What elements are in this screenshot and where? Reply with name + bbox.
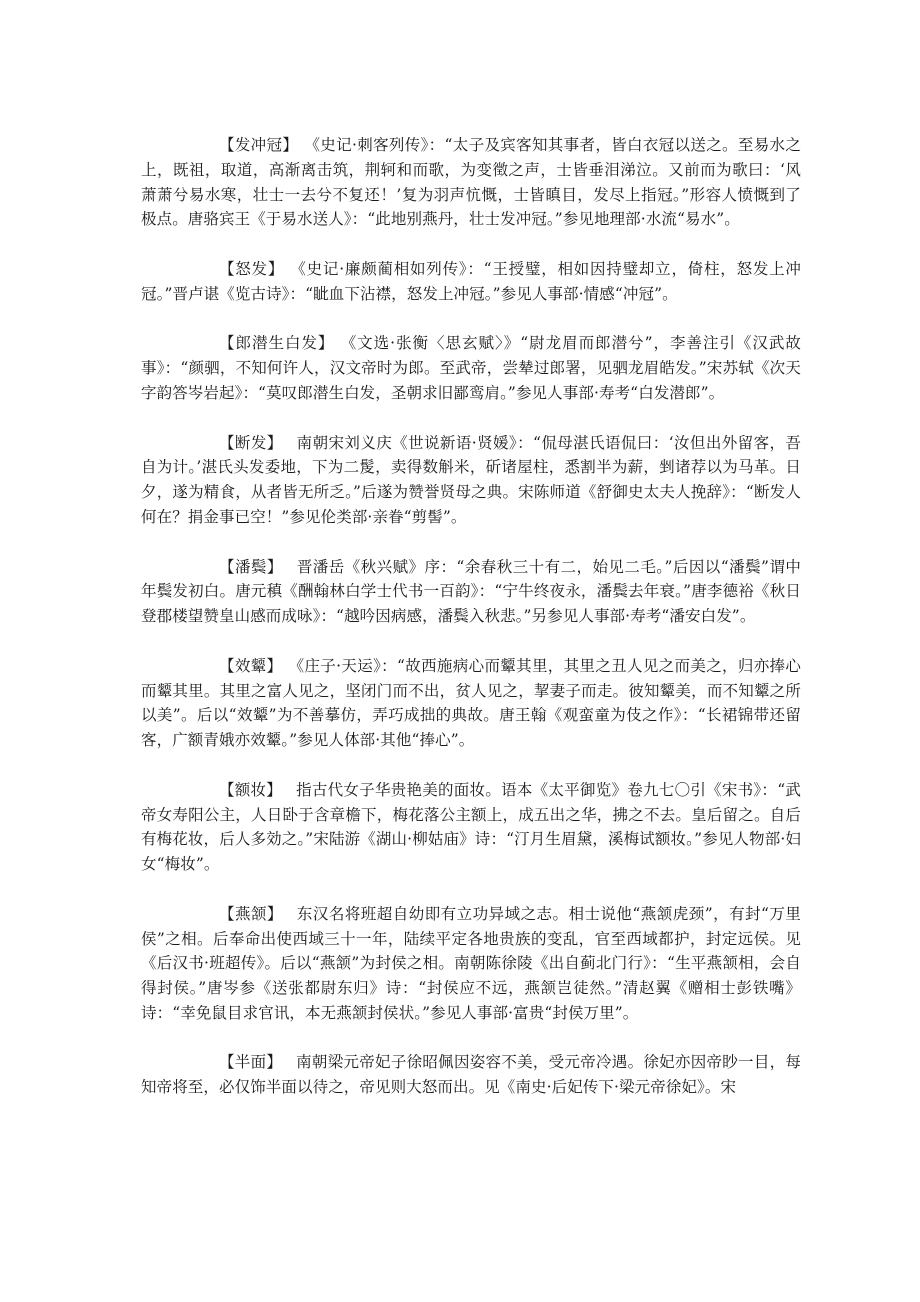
entry-duan-fa bbox=[141, 431, 801, 530]
entry-lang-qian-sheng-bai-fa bbox=[141, 331, 801, 405]
entry-fa-chong-guan bbox=[141, 133, 801, 232]
entry-yan-han bbox=[141, 902, 801, 1026]
entry-xiao-pin bbox=[141, 654, 801, 753]
entry-text: 南朝宋刘义庆《世说新语·贤媛》：“侃母湛氏语侃曰：‘汝但出外留客，吾自为计。’湛氏头发委地，下为二髲，卖得数斛米，斫诸屋柱，悉割半为薪，剉诸荐以为马革。日夕，遂为精食，从者皆无所乏。”后遂为赞誉贤母之典。宋陈师道《舒御史太夫人挽辞》：“断发人何在？捐金事已空！”参见伦类部·亲眷“剪髻”。 bbox=[141, 433, 801, 526]
entry-term: 【潘鬓】 bbox=[219, 557, 283, 576]
entry-text: 《文选·张衡〈思玄赋〉》“尉龙眉而郎潜兮”，李善注引《汉武故事》：“颜驷，不知何许人，汉文帝时为郎。至武帝，尝辇过郎署，见驷龙眉皓发。”宋苏轼《次天字韵答岑岩起》：“莫叹郎潜生白发，圣朝求旧鄙鸾肩。”参见人事部·寿考“白发潜郎”。 bbox=[141, 334, 802, 402]
entry-pan-bin bbox=[141, 555, 801, 629]
entry-text: 东汉名将班超自幼即有立功异域之志。相士说他“燕颔虎颈”，有封“万里侯”之相。后奉命出使西域三十一年，陆续平定各地贵族的变乱，官至西域都护，封定远侯。见《后汉书·班超传》。后以“燕颔”为封侯之相。南朝陈徐陵《出自蓟北门行》：“生平燕颔相，会自得封侯。”唐岑参《送张都尉东归》诗：“封侯应不远，燕颔岂徒然。”清赵翼《赠相士彭铁嘴》诗：“幸免鼠目求官讯，本无燕颔封侯状。”参见人事部·富贵“封侯万里”。 bbox=[141, 904, 801, 1022]
entry-text: 《庄子·天运》：“故西施病心而颦其里，其里之丑人见之而美之，归亦捧心而颦其里。其里之富人见之，坚闭门而不出，贫人见之，挈妻子而走。彼知颦美，而不知颦之所以美”。后以“效颦”为不善摹仿，弄巧成拙的典故。唐王翰《观蛮童为伎之作》：“长裙锦带还留客，广额青娥亦效颦。”参见人体部·其他“捧心”。 bbox=[141, 656, 801, 750]
entry-term: 【断发】 bbox=[219, 433, 283, 452]
entry-term: 【半面】 bbox=[219, 1053, 283, 1072]
entry-term: 【燕颔】 bbox=[219, 904, 283, 923]
entry-nu-fa bbox=[141, 257, 801, 307]
entry-term: 【郎潜生白发】 bbox=[219, 334, 335, 353]
entry-e-zhuang bbox=[141, 778, 801, 877]
entry-text: 《史记·廉颇蔺相如列传》：“王授璧，相如因持璧却立，倚柱，怒发上冲冠。”晋卢谌《览古诗》：“眦血下沾襟，怒发上冲冠。”参见人事部·情感“冲冠”。 bbox=[141, 259, 802, 303]
entry-list bbox=[141, 133, 801, 1125]
entry-text: 《史记·刺客列传》：“太子及宾客知其事者，皆白衣冠以送之。至易水之上，既祖，取道，高渐离击筑，荆轲和而歌，为变徵之声，士皆垂泪涕泣。又前而为歌曰：‘风萧萧兮易水寒，壮士一去兮不复还！’复为羽声忼慨，士皆瞋目，发尽上指冠。”形容人愤慨到了极点。唐骆宾王《于易水送人》：“此地别燕丹，壮士发冲冠。”参见地理部·水流“易水”。 bbox=[141, 136, 801, 229]
entry-term: 【效颦】 bbox=[219, 656, 283, 675]
entry-text: 南朝梁元帝妃子徐昭佩因姿容不美，受元帝冷遇。徐妃亦因帝眇一目，每知帝将至，必仅饰半面以待之，帝见则大怒而出。见《南史·后妃传下·梁元帝徐妃》。宋 bbox=[141, 1053, 802, 1097]
entry-text: 晋潘岳《秋兴赋》序：“余春秋三十有二，始见二毛。”后因以“潘鬓”谓中年鬓发初白。唐元稹《酬翰林白学士代书一百韵》：“宁牛终夜永，潘鬓去年衰。”唐李德裕《秋日登郡楼望赞皇山感而成咏》：“越吟因病感，潘鬓入秋悲。”另参见人事部·寿考“潘安白发”。 bbox=[141, 557, 801, 626]
entry-term: 【发冲冠】 bbox=[219, 136, 299, 154]
entry-text: 指古代女子华贵艳美的面妆。语本《太平御览》卷九七〇引《宋书》：“武帝女寿阳公主，人日卧于含章檐下，梅花落公主额上，成五出之华，拂之不去。皇后留之。自后有梅花妆，后人多効之。”宋陆游《湖山·柳姑庙》诗：“汀月生眉黛，溪梅试额妆。”参见人物部·妇女“梅妆”。 bbox=[141, 780, 802, 874]
entry-term: 【怒发】 bbox=[219, 259, 285, 278]
entry-term: 【额妆】 bbox=[219, 780, 283, 799]
entry-ban-mian bbox=[141, 1050, 801, 1100]
